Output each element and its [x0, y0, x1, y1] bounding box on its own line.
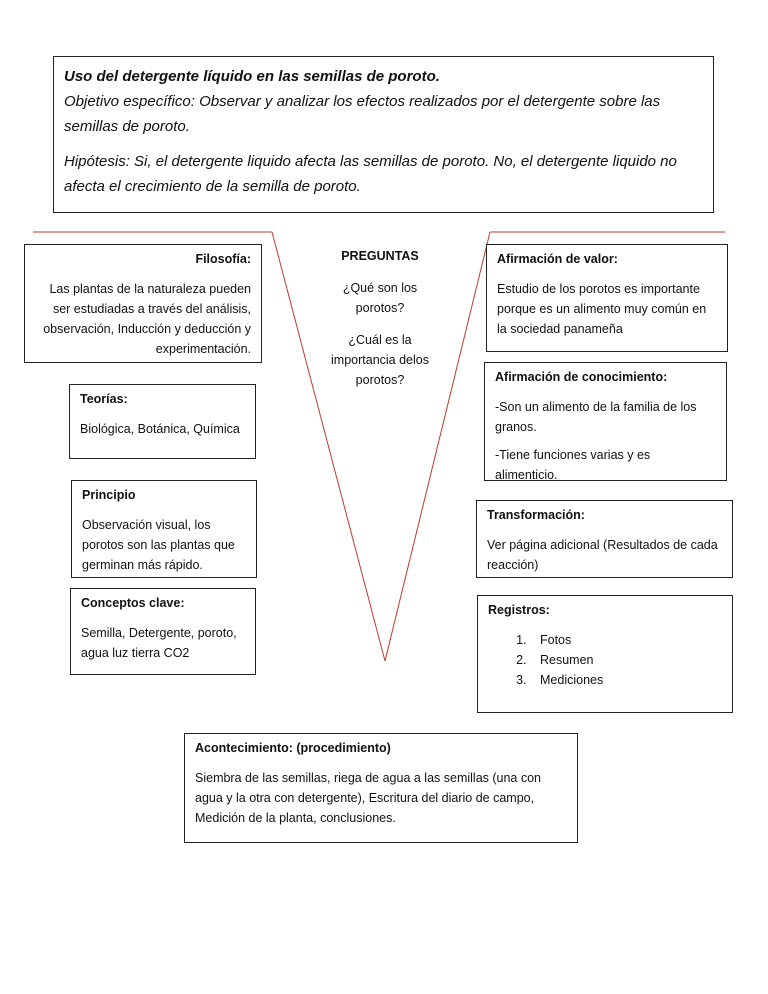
preguntas-block [320, 246, 440, 402]
registros-item: 1. Fotos [530, 630, 722, 650]
pregunta-2: ¿Cuál es la importancia delos porotos? [331, 333, 429, 387]
afirmacion-valor-title: Afirmación de valor: [497, 252, 618, 266]
afirmacion-conocimiento-line-2: -Tiene funciones varias y es alimenticio. [495, 448, 651, 482]
filosofia-box [24, 244, 262, 363]
registros-list [488, 630, 722, 690]
teorias-text: Biológica, Botánica, Química [80, 422, 240, 436]
filosofia-text: Las plantas de la naturaleza pueden ser estudiadas a través del análisis, observación, Inducción y deducción y experimentación. [43, 282, 251, 356]
transformacion-text: Ver página adicional (Resultados de cada reacción) [487, 538, 718, 572]
registros-item: 2. Resumen [530, 650, 722, 670]
teorias-box [69, 384, 256, 459]
afirmacion-conocimiento-line-1: -Son un alimento de la familia de los granos. [495, 400, 697, 434]
teorias-title: Teorías: [80, 392, 128, 406]
pregunta-1: ¿Qué son los porotos? [342, 281, 418, 315]
afirmacion-valor-text: Estudio de los porotos es importante porque es un alimento muy común en la sociedad panameña [497, 282, 707, 336]
principio-title: Principio [82, 488, 136, 502]
acontecimiento-box [184, 733, 578, 843]
conceptos-title: Conceptos clave: [81, 596, 185, 610]
preguntas-title: PREGUNTAS [341, 249, 419, 263]
registros-item: 3. Mediciones [530, 670, 722, 690]
afirmacion-valor-box [486, 244, 728, 352]
conceptos-box [70, 588, 256, 675]
header-hypothesis: Hipótesis: Si, el detergente liquido afecta las semillas de poroto. No, el detergente liquido no afecta el crecimiento de la semilla de poroto. [64, 153, 677, 195]
header-title: Uso del detergente líquido en las semillas de poroto. [64, 68, 440, 85]
transformacion-title: Transformación: [487, 508, 585, 522]
afirmacion-conocimiento-title: Afirmación de conocimiento: [495, 370, 668, 384]
filosofia-title: Filosofía: [195, 252, 251, 266]
acontecimiento-title: Acontecimiento: (procedimiento) [195, 741, 391, 755]
registros-title: Registros: [488, 603, 550, 617]
principio-text: Observación visual, los porotos son las plantas que germinan más rápido. [82, 518, 235, 572]
transformacion-box [476, 500, 733, 578]
acontecimiento-text: Siembra de las semillas, riega de agua a las semillas (una con agua y la otra con detergente), Escritura del diario de campo, Medición de la planta, conclusiones. [195, 771, 542, 825]
afirmacion-conocimiento-box [484, 362, 727, 481]
conceptos-text: Semilla, Detergente, poroto, agua luz tierra CO2 [81, 626, 237, 660]
header-objective: Objetivo específico: Observar y analizar los efectos realizados por el detergente sobre las semillas de poroto. [64, 93, 661, 135]
principio-box [71, 480, 257, 578]
registros-box [477, 595, 733, 713]
